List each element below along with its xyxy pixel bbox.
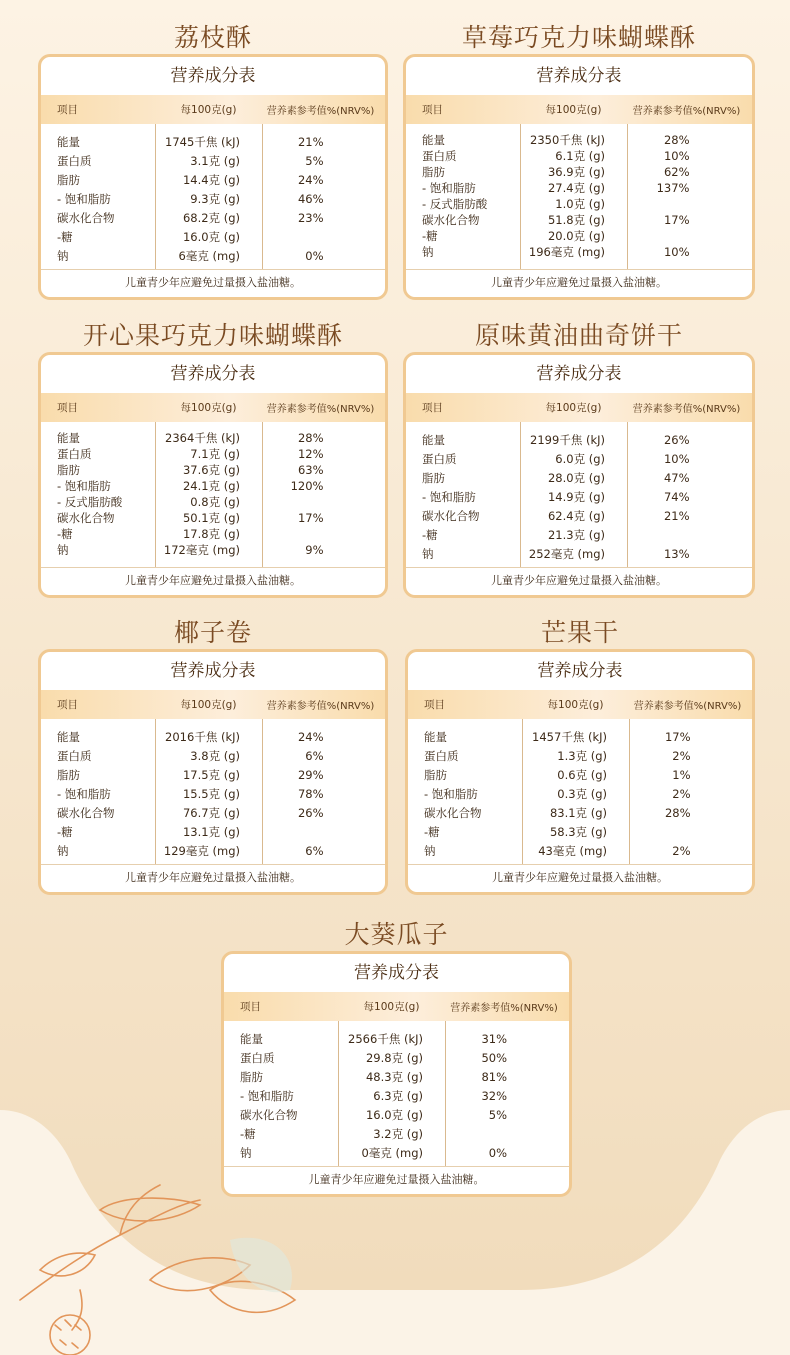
- nutrient-row: [406, 228, 752, 244]
- nutrient-row: [41, 542, 385, 558]
- nutrient-name: -糖: [240, 1126, 256, 1141]
- nutrient-value: 51.8克 (g): [547, 213, 605, 227]
- nutrient-nrv: 5%: [305, 153, 324, 168]
- nutrient-value: 172毫克 (mg): [163, 543, 240, 557]
- product-title: 椰子卷: [173, 618, 252, 647]
- nutrition-card: [38, 54, 388, 300]
- nutrient-name: - 饱和脂肪: [422, 489, 476, 504]
- card-title: 营养成分表: [170, 66, 256, 86]
- nutrient-name: 蛋白质: [240, 1050, 275, 1065]
- nutrient-nrv: 32%: [481, 1088, 507, 1103]
- nutrient-value: 9.3克 (g): [190, 191, 240, 206]
- column-header-row: [41, 393, 385, 422]
- column-header-item: 项目: [57, 402, 78, 414]
- nutrient-value: 196毫克 (mg): [528, 245, 605, 259]
- column-header-row: [224, 992, 569, 1021]
- card-title: 营养成分表: [536, 364, 622, 384]
- nutrient-nrv: 0%: [488, 1145, 507, 1160]
- column-divider: [520, 422, 521, 567]
- nutrient-row: [41, 841, 385, 860]
- nutrient-name: 碳水化合物: [57, 210, 115, 225]
- nutrient-row: [41, 803, 385, 822]
- nutrient-row: [41, 746, 385, 765]
- nutrient-value: 76.7克 (g): [182, 805, 240, 820]
- nutrient-name: - 饱和脂肪: [422, 181, 476, 195]
- nutrient-row: [41, 132, 385, 151]
- nutrient-value: 0.6克 (g): [557, 767, 607, 782]
- nutrient-row: [406, 132, 752, 148]
- product-title: 原味黄油曲奇饼干: [474, 321, 683, 350]
- nutrient-value: 0毫克 (mg): [361, 1145, 423, 1160]
- column-divider: [520, 124, 521, 269]
- nutrient-value: 1.3克 (g): [557, 748, 607, 763]
- nutrient-name: 能量: [422, 133, 445, 147]
- nutrient-value: 37.6克 (g): [182, 463, 240, 477]
- card-title: 营养成分表: [170, 364, 256, 384]
- nutrient-name: 碳水化合物: [57, 511, 115, 525]
- nutrient-nrv: 120%: [290, 479, 324, 493]
- nutrient-nrv: 137%: [656, 181, 690, 195]
- nutrient-row: [41, 189, 385, 208]
- column-header-item: 项目: [422, 402, 443, 414]
- nutrient-nrv: 2%: [672, 748, 691, 763]
- column-divider: [262, 422, 263, 567]
- nutrient-nrv: 12%: [297, 447, 324, 461]
- nutrient-name: 脂肪: [57, 767, 80, 782]
- column-header-per100g: 每100克(g): [545, 104, 602, 116]
- nutrient-row: [406, 544, 752, 563]
- nutrient-name: 蛋白质: [422, 451, 457, 466]
- nutrient-nrv: 17%: [663, 213, 690, 227]
- nutrient-value: 13.1克 (g): [182, 824, 240, 839]
- nutrient-row: [406, 487, 752, 506]
- nutrient-nrv: 21%: [663, 508, 690, 523]
- nutrient-name: 脂肪: [57, 172, 80, 187]
- nutrient-value: 15.5克 (g): [182, 786, 240, 801]
- nutrient-value: 24.1克 (g): [182, 479, 240, 493]
- product-title: 荔枝酥: [173, 23, 252, 52]
- nutrient-row: [41, 727, 385, 746]
- nutrition-card: [38, 352, 388, 598]
- column-divider: [155, 719, 156, 864]
- nutrient-value: 2364千焦 (kJ): [165, 431, 240, 445]
- nutrient-value: 16.0克 (g): [365, 1107, 423, 1122]
- nutrient-nrv: 24%: [297, 172, 324, 187]
- column-header-item: 项目: [57, 699, 78, 711]
- nutrient-name: 碳水化合物: [422, 508, 480, 523]
- nutrient-value: 2199千焦 (kJ): [530, 432, 605, 447]
- column-header-item: 项目: [57, 104, 78, 116]
- column-header-row: [41, 690, 385, 719]
- nutrient-name: 脂肪: [422, 470, 445, 485]
- nutrient-name: -糖: [57, 229, 73, 244]
- nutrition-card: [403, 352, 755, 598]
- nutrient-name: 脂肪: [422, 165, 445, 179]
- nutrient-row: [406, 212, 752, 228]
- card-title: 营养成分表: [536, 66, 622, 86]
- nutrition-rows: [41, 719, 385, 864]
- nutrient-name: 钠: [57, 543, 69, 557]
- card-title: 营养成分表: [537, 661, 623, 681]
- nutrient-row: [224, 1143, 569, 1162]
- nutrient-name: 钠: [424, 843, 436, 858]
- card-footer-note: 儿童青少年应避免过量摄入盐油糖。: [41, 567, 385, 595]
- column-header-per100g: 每100克(g): [180, 402, 237, 414]
- column-header-nrv: 营养素参考值%(NRV%): [633, 701, 742, 712]
- nutrient-name: 碳水化合物: [422, 213, 480, 227]
- nutrient-row: [41, 822, 385, 841]
- nutrient-value: 16.0克 (g): [182, 229, 240, 244]
- nutrient-name: 能量: [57, 134, 80, 149]
- nutrient-nrv: 6%: [305, 843, 324, 858]
- nutrient-row: [406, 468, 752, 487]
- nutrient-value: 68.2克 (g): [182, 210, 240, 225]
- nutrient-name: 钠: [57, 843, 69, 858]
- nutrient-row: [408, 765, 752, 784]
- nutrient-nrv: 2%: [672, 843, 691, 858]
- nutrient-row: [408, 803, 752, 822]
- nutrient-nrv: 24%: [297, 729, 324, 744]
- nutrient-value: 6.3克 (g): [373, 1088, 423, 1103]
- nutrient-name: 能量: [422, 432, 445, 447]
- nutrient-row: [408, 822, 752, 841]
- column-header-nrv: 营养素参考值%(NRV%): [266, 404, 375, 415]
- nutrition-card: [221, 951, 572, 1197]
- nutrient-nrv: 21%: [297, 134, 324, 149]
- column-header-per100g: 每100克(g): [363, 1001, 420, 1013]
- nutrient-value: 3.8克 (g): [190, 748, 240, 763]
- nutrient-value: 17.5克 (g): [182, 767, 240, 782]
- nutrient-nrv: 28%: [664, 805, 691, 820]
- nutrient-nrv: 28%: [663, 133, 690, 147]
- nutrient-value: 28.0克 (g): [547, 470, 605, 485]
- column-header-row: [406, 393, 752, 422]
- column-divider: [155, 124, 156, 269]
- nutrition-rows: [41, 124, 385, 269]
- card-footer-note: 儿童青少年应避免过量摄入盐油糖。: [408, 864, 752, 892]
- nutrient-name: 蛋白质: [57, 153, 92, 168]
- nutrient-value: 1745千焦 (kJ): [165, 134, 240, 149]
- column-divider: [338, 1021, 339, 1166]
- column-divider: [629, 719, 630, 864]
- nutrient-value: 7.1克 (g): [190, 447, 240, 461]
- nutrient-row: [41, 478, 385, 494]
- nutrient-nrv: 26%: [297, 805, 324, 820]
- nutrient-name: 蛋白质: [422, 149, 457, 163]
- nutrient-name: 钠: [422, 245, 434, 259]
- nutrient-row: [224, 1105, 569, 1124]
- card-footer-note: 儿童青少年应避免过量摄入盐油糖。: [406, 269, 752, 297]
- column-divider: [445, 1021, 446, 1166]
- nutrient-nrv: 81%: [481, 1069, 507, 1084]
- nutrient-row: [41, 526, 385, 542]
- nutrition-card: [405, 649, 755, 895]
- nutrient-row: [408, 841, 752, 860]
- nutrient-name: -糖: [424, 824, 440, 839]
- nutrient-value: 50.1克 (g): [182, 511, 240, 525]
- nutrient-row: [224, 1124, 569, 1143]
- column-divider: [262, 124, 263, 269]
- column-divider: [155, 422, 156, 567]
- nutrient-nrv: 23%: [297, 210, 324, 225]
- nutrient-nrv: 1%: [672, 767, 691, 782]
- nutrient-nrv: 28%: [297, 431, 324, 445]
- nutrient-value: 1457千焦 (kJ): [532, 729, 607, 744]
- nutrient-value: 129毫克 (mg): [163, 843, 240, 858]
- nutrient-name: 碳水化合物: [424, 805, 482, 820]
- product-title: 开心果巧克力味蝴蝶酥: [82, 321, 343, 350]
- column-header-per100g: 每100克(g): [180, 104, 237, 116]
- nutrient-value: 14.9克 (g): [547, 489, 605, 504]
- column-header-row: [41, 95, 385, 124]
- nutrient-nrv: 62%: [663, 165, 690, 179]
- column-header-per100g: 每100克(g): [547, 699, 604, 711]
- nutrient-value: 29.8克 (g): [365, 1050, 423, 1065]
- nutrient-name: 蛋白质: [424, 748, 459, 763]
- nutrient-row: [406, 430, 752, 449]
- nutrient-row: [41, 151, 385, 170]
- nutrition-rows: [408, 719, 752, 864]
- nutrient-name: 钠: [240, 1145, 252, 1160]
- column-header-nrv: 营养素参考值%(NRV%): [266, 106, 375, 117]
- nutrient-row: [41, 494, 385, 510]
- nutrient-row: [408, 784, 752, 803]
- nutrient-row: [408, 727, 752, 746]
- column-divider: [522, 719, 523, 864]
- nutrient-nrv: 17%: [664, 729, 691, 744]
- nutrient-name: 能量: [57, 431, 80, 445]
- nutrition-rows: [406, 422, 752, 567]
- nutrient-name: 碳水化合物: [57, 805, 115, 820]
- card-footer-note: 儿童青少年应避免过量摄入盐油糖。: [406, 567, 752, 595]
- column-header-per100g: 每100克(g): [545, 402, 602, 414]
- nutrient-row: [41, 208, 385, 227]
- nutrient-value: 3.2克 (g): [373, 1126, 423, 1141]
- nutrient-row: [224, 1086, 569, 1105]
- column-header-item: 项目: [240, 1001, 261, 1013]
- column-header-nrv: 营养素参考值%(NRV%): [266, 701, 375, 712]
- column-header-item: 项目: [422, 104, 443, 116]
- nutrient-name: 能量: [57, 729, 80, 744]
- nutrient-nrv: 78%: [297, 786, 324, 801]
- nutrient-nrv: 13%: [663, 546, 690, 561]
- nutrient-name: 蛋白质: [57, 748, 92, 763]
- nutrient-name: - 反式脂肪酸: [57, 495, 123, 509]
- nutrient-row: [41, 510, 385, 526]
- nutrient-value: 43毫克 (mg): [538, 843, 607, 858]
- nutrient-row: [406, 148, 752, 164]
- nutrient-name: -糖: [57, 824, 73, 839]
- card-title: 营养成分表: [170, 661, 256, 681]
- nutrient-row: [41, 784, 385, 803]
- nutrient-value: 20.0克 (g): [547, 229, 605, 243]
- nutrition-card: [403, 54, 755, 300]
- card-footer-note: 儿童青少年应避免过量摄入盐油糖。: [224, 1166, 569, 1194]
- nutrient-value: 2016千焦 (kJ): [165, 729, 240, 744]
- nutrient-value: 14.4克 (g): [182, 172, 240, 187]
- nutrient-name: -糖: [422, 229, 438, 243]
- nutrient-value: 27.4克 (g): [547, 181, 605, 195]
- nutrient-value: 0.8克 (g): [190, 495, 240, 509]
- product-title: 大葵瓜子: [344, 920, 449, 949]
- nutrient-name: 钠: [422, 546, 434, 561]
- nutrient-row: [224, 1048, 569, 1067]
- nutrient-nrv: 17%: [297, 511, 324, 525]
- nutrient-value: 17.8克 (g): [182, 527, 240, 541]
- nutrient-nrv: 9%: [305, 543, 324, 557]
- nutrient-name: 能量: [424, 729, 447, 744]
- nutrient-row: [408, 746, 752, 765]
- card-title: 营养成分表: [354, 963, 439, 983]
- nutrient-name: - 饱和脂肪: [57, 191, 111, 206]
- nutrient-row: [41, 246, 385, 265]
- nutrient-row: [224, 1067, 569, 1086]
- nutrient-value: 6毫克 (mg): [178, 248, 240, 263]
- nutrition-rows: [224, 1021, 569, 1166]
- nutrient-row: [41, 446, 385, 462]
- nutrient-row: [406, 196, 752, 212]
- nutrient-value: 2566千焦 (kJ): [348, 1031, 423, 1046]
- nutrient-nrv: 6%: [305, 748, 324, 763]
- nutrient-nrv: 10%: [663, 245, 690, 259]
- nutrition-rows: [406, 124, 752, 269]
- nutrient-nrv: 10%: [663, 451, 690, 466]
- nutrient-row: [41, 430, 385, 446]
- nutrient-nrv: 50%: [481, 1050, 507, 1065]
- card-footer-note: 儿童青少年应避免过量摄入盐油糖。: [41, 269, 385, 297]
- nutrient-row: [41, 227, 385, 246]
- nutrient-name: - 饱和脂肪: [57, 786, 111, 801]
- nutrient-value: 6.1克 (g): [555, 149, 605, 163]
- nutrient-nrv: 47%: [663, 470, 690, 485]
- nutrient-nrv: 2%: [672, 786, 691, 801]
- nutrient-name: - 饱和脂肪: [57, 479, 111, 493]
- nutrient-name: 脂肪: [240, 1069, 263, 1084]
- column-header-item: 项目: [424, 699, 445, 711]
- nutrient-row: [406, 164, 752, 180]
- nutrient-nrv: 74%: [663, 489, 690, 504]
- nutrient-nrv: 29%: [297, 767, 324, 782]
- nutrient-row: [406, 506, 752, 525]
- column-divider: [262, 719, 263, 864]
- nutrient-nrv: 46%: [297, 191, 324, 206]
- nutrient-name: 碳水化合物: [240, 1107, 298, 1122]
- nutrition-rows: [41, 422, 385, 567]
- nutrient-value: 6.0克 (g): [555, 451, 605, 466]
- nutrient-row: [41, 462, 385, 478]
- nutrient-name: 蛋白质: [57, 447, 92, 461]
- card-footer-note: 儿童青少年应避免过量摄入盐油糖。: [41, 864, 385, 892]
- product-title: 草莓巧克力味蝴蝶酥: [461, 23, 696, 52]
- nutrient-name: 脂肪: [424, 767, 447, 782]
- nutrient-name: 钠: [57, 248, 69, 263]
- nutrient-value: 2350千焦 (kJ): [530, 133, 605, 147]
- column-divider: [627, 422, 628, 567]
- nutrient-nrv: 63%: [297, 463, 324, 477]
- nutrient-row: [406, 449, 752, 468]
- product-title: 芒果干: [540, 618, 619, 647]
- column-header-row: [408, 690, 752, 719]
- column-header-row: [406, 95, 752, 124]
- nutrient-row: [406, 525, 752, 544]
- nutrition-card: [38, 649, 388, 895]
- nutrient-value: 83.1克 (g): [549, 805, 607, 820]
- nutrient-nrv: 0%: [305, 248, 324, 263]
- nutrient-value: 58.3克 (g): [549, 824, 607, 839]
- nutrient-name: - 反式脂肪酸: [422, 197, 488, 211]
- column-header-nrv: 营养素参考值%(NRV%): [632, 106, 741, 117]
- nutrient-value: 62.4克 (g): [547, 508, 605, 523]
- nutrient-name: 脂肪: [57, 463, 80, 477]
- nutrient-name: -糖: [422, 527, 438, 542]
- nutrient-nrv: 10%: [663, 149, 690, 163]
- nutrient-value: 36.9克 (g): [547, 165, 605, 179]
- nutrient-row: [406, 244, 752, 260]
- nutrient-name: - 饱和脂肪: [424, 786, 478, 801]
- nutrient-row: [224, 1029, 569, 1048]
- nutrient-value: 21.3克 (g): [547, 527, 605, 542]
- nutrient-value: 3.1克 (g): [190, 153, 240, 168]
- nutrient-value: 252毫克 (mg): [528, 546, 605, 561]
- nutrient-value: 0.3克 (g): [557, 786, 607, 801]
- nutrient-nrv: 5%: [488, 1107, 507, 1122]
- nutrient-row: [41, 170, 385, 189]
- nutrient-row: [406, 180, 752, 196]
- nutrient-name: -糖: [57, 527, 73, 541]
- nutrient-nrv: 31%: [481, 1031, 507, 1046]
- nutrient-row: [41, 765, 385, 784]
- nutrient-name: - 饱和脂肪: [240, 1088, 294, 1103]
- nutrient-nrv: 26%: [663, 432, 690, 447]
- column-header-nrv: 营养素参考值%(NRV%): [632, 404, 741, 415]
- column-header-nrv: 营养素参考值%(NRV%): [450, 1003, 558, 1014]
- nutrient-value: 1.0克 (g): [555, 197, 605, 211]
- column-header-per100g: 每100克(g): [180, 699, 237, 711]
- nutrient-value: 48.3克 (g): [365, 1069, 423, 1084]
- nutrient-name: 能量: [240, 1031, 263, 1046]
- column-divider: [627, 124, 628, 269]
